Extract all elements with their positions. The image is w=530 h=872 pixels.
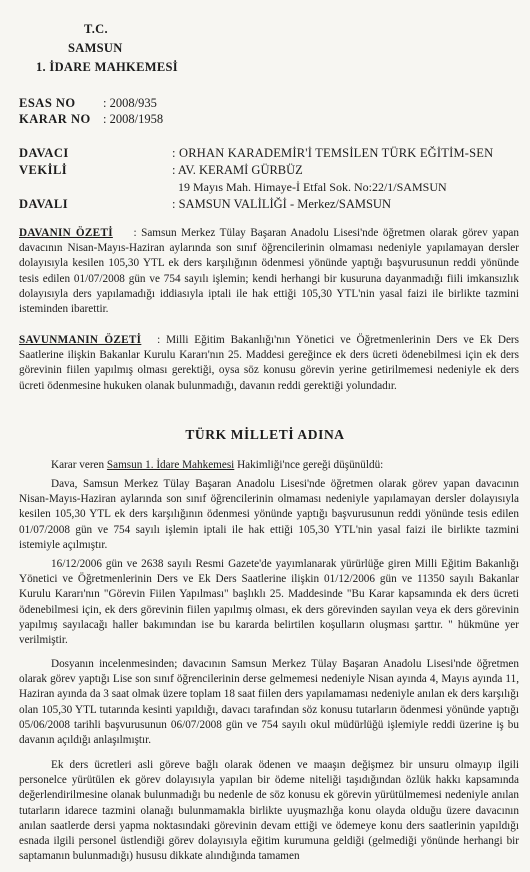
header-court: 1. İDARE MAHKEMESİ xyxy=(36,60,178,74)
vekili-value: : AV. KERAMİ GÜRBÜZ xyxy=(172,163,303,177)
esas-label: ESAS NO xyxy=(19,96,76,110)
davanin-ozeti-text: : Samsun Merkez Tülay Başaran Anadolu Lisesi'nde öğretmen olarak görev yapan davacının Nisan-Mayıs-Haziran aylarında son sınıf öğrencilerinin olmaması nedeniyle yapılamayan dersler dolayısıyla kesilen 105,30 YTL ek ders karşılığının ödenmesi yönünde yaptığı başvurusunun reddi yönünde tesis edilen 01/07/2008 gün ve 754 sayılı işlemin; kendi herhangi bir kusuruna dayanmadığı fiili imkansızlık dolayısıyla ders yapılamadığı iddiasıyla iptali ile hak ettiği 105,30 YTL'nin yasal faizi ile birlikte tazmini isteminden ibarettir. xyxy=(19,227,519,316)
karar-value: : 2008/1958 xyxy=(103,112,164,126)
intro-suffix: Hakimliği'nce gereği düşünüldü: xyxy=(234,459,384,471)
header-city: SAMSUN xyxy=(68,41,123,55)
document-title: TÜRK MİLLETİ ADINA xyxy=(185,427,345,442)
body-paragraph-4: Ek ders ücretleri asli göreve bağlı olarak ödenen ve maaşın değişmez bir unsuru olmayıp ilgili personelce yürütülen ek görev dolayısıyla yapılan bir ödeme niteliği taşıdığından özlük hakkı kapsamında değerlendirilmesine olanak bulunmadığı bu nedenle de söz konusu ek görevin yürütülmemesi nedeniyle anılan tutarların idarece tazmini olanağı bulunmamakla birlikte uyuşmazlığa konu olayda olduğu üzere davacının anılan saatlerde dersi yapma noktasındaki görevinin devam ettiği ve ödemeye konu ders saatlerinin yapıldığı esnada ilgili personel üstlendiği görev dolayısıyla eğitim kurumuna geldiği (gelmediği yönünde herhangi bir saptamanın bulunmadığı) hususu dikkate alındığında tamamen xyxy=(19,759,519,863)
davaci-value: : ORHAN KARADEMİR'İ TEMSİLEN TÜRK EĞİTİM-SEN xyxy=(172,146,494,160)
savunmanin-ozeti-section xyxy=(19,333,519,394)
davanin-ozeti-heading: DAVANIN ÖZETİ xyxy=(19,227,113,239)
intro-prefix: Karar veren xyxy=(51,459,107,471)
header-tc: T.C. xyxy=(84,22,108,36)
savunmanin-ozeti-text: : Milli Eğitim Bakanlığı'nın Yönetici ve Öğretmenlerinin Ders ve Ek Ders Saatlerine ilişkin Bakanlar Kurulu Kararı'nın 25. Maddesi gereğince ek ders ücreti ödenebilmesi için ek ders görevinin fiilen yapılmış olması gerektiği, oysa söz konusu görevin yerine getirilmemesi nedeniyle ek ders ücreti ödenmesine hukuken olanak bulunmadığı, davanın reddi gerektiği yolundadır. xyxy=(19,334,520,392)
body-paragraph-1: Dava, Samsun Merkez Tülay Başaran Anadolu Lisesi'nde öğretmen olarak görev yapan davacının Nisan-Mayıs-Haziran aylarında son sınıf öğrencilerinin olmaması nedeniyle yapılamayan dersler dolayısıyla kesilen 105,30 YTL ek ders karşılığının ödenmesi yönünde yaptığı başvurusunun reddi yönünde tesis edilen 01/07/2008 gün ve 754 sayılı işlemin iptali ile hak ettiği 105,30 YTL'nin yasal faizi ile birlikte tazmini istemiyle açılmıştır. xyxy=(19,478,519,551)
karar-label: KARAR NO xyxy=(19,112,91,126)
davali-label: DAVALI xyxy=(19,197,69,211)
davaci-label: DAVACI xyxy=(19,146,69,160)
body-paragraph-3: Dosyanın incelenmesinden; davacının Samsun Merkez Tülay Başaran Anadolu Lisesi'nde öğretmen olarak görev yaptığı Lise son sınıf öğrencilerinin derse gelmemesi nedeniyle Nisan ayında 4, Mayıs ayında 11, Haziran ayında da 3 saat olmak üzere toplam 18 saat fiilen ders yapılamaması nedeniyle anılan ek ders karşılığı olan 105,30 YTL tutarında kesinti yapıldığı, davacı tarafından söz konusu tutarların ödenmesi yönünde yaptığı 05/06/2008 tarihli başvurusunun 06/07/2008 gün ve 754 sayılı okul müdürlüğü işlemiyle reddi üzerine iş bu davanın açıldığı anlaşılmıştır. xyxy=(19,658,519,747)
vekili-address: 19 Mayıs Mah. Himaye-İ Etfal Sok. No:22/1/SAMSUN xyxy=(178,180,447,194)
savunmanin-ozeti-heading: SAVUNMANIN ÖZETİ xyxy=(19,334,142,346)
body-intro xyxy=(19,458,519,473)
davali-value: : SAMSUN VALİLİĞİ - Merkez/SAMSUN xyxy=(172,197,391,211)
intro-court-name: Samsun 1. İdare Mahkemesi xyxy=(106,459,235,471)
davanin-ozeti-section xyxy=(19,226,519,317)
body-paragraph-2: 16/12/2006 gün ve 2638 sayılı Resmi Gazete'de yayımlanarak yürürlüğe giren Milli Eğitim Bakanlığı Yönetici ve Öğretmenlerinin Ders ve Ek Ders Saatlerine ilişkin 01/12/2006 gün ve 11350 sayılı Bakanlar Kurulu Kararı'nın "Görevin Fiilen Yapılması" başlıklı 25. Maddesinde "Bu Karar kapsamında ek ders ücreti ödenebilmesi için, ek ders görevinin fiilen yapılmış olması, ek ders görevinden sayılan veya ek ders görevinin yapılmış sayılacağı haller bakımından ise bu kararda belirtilen koşulların oluşması şarttır. " hükmüne yer verilmiştir. xyxy=(19,558,519,647)
vekili-label: VEKİLİ xyxy=(19,163,68,177)
esas-value: : 2008/935 xyxy=(103,96,157,110)
